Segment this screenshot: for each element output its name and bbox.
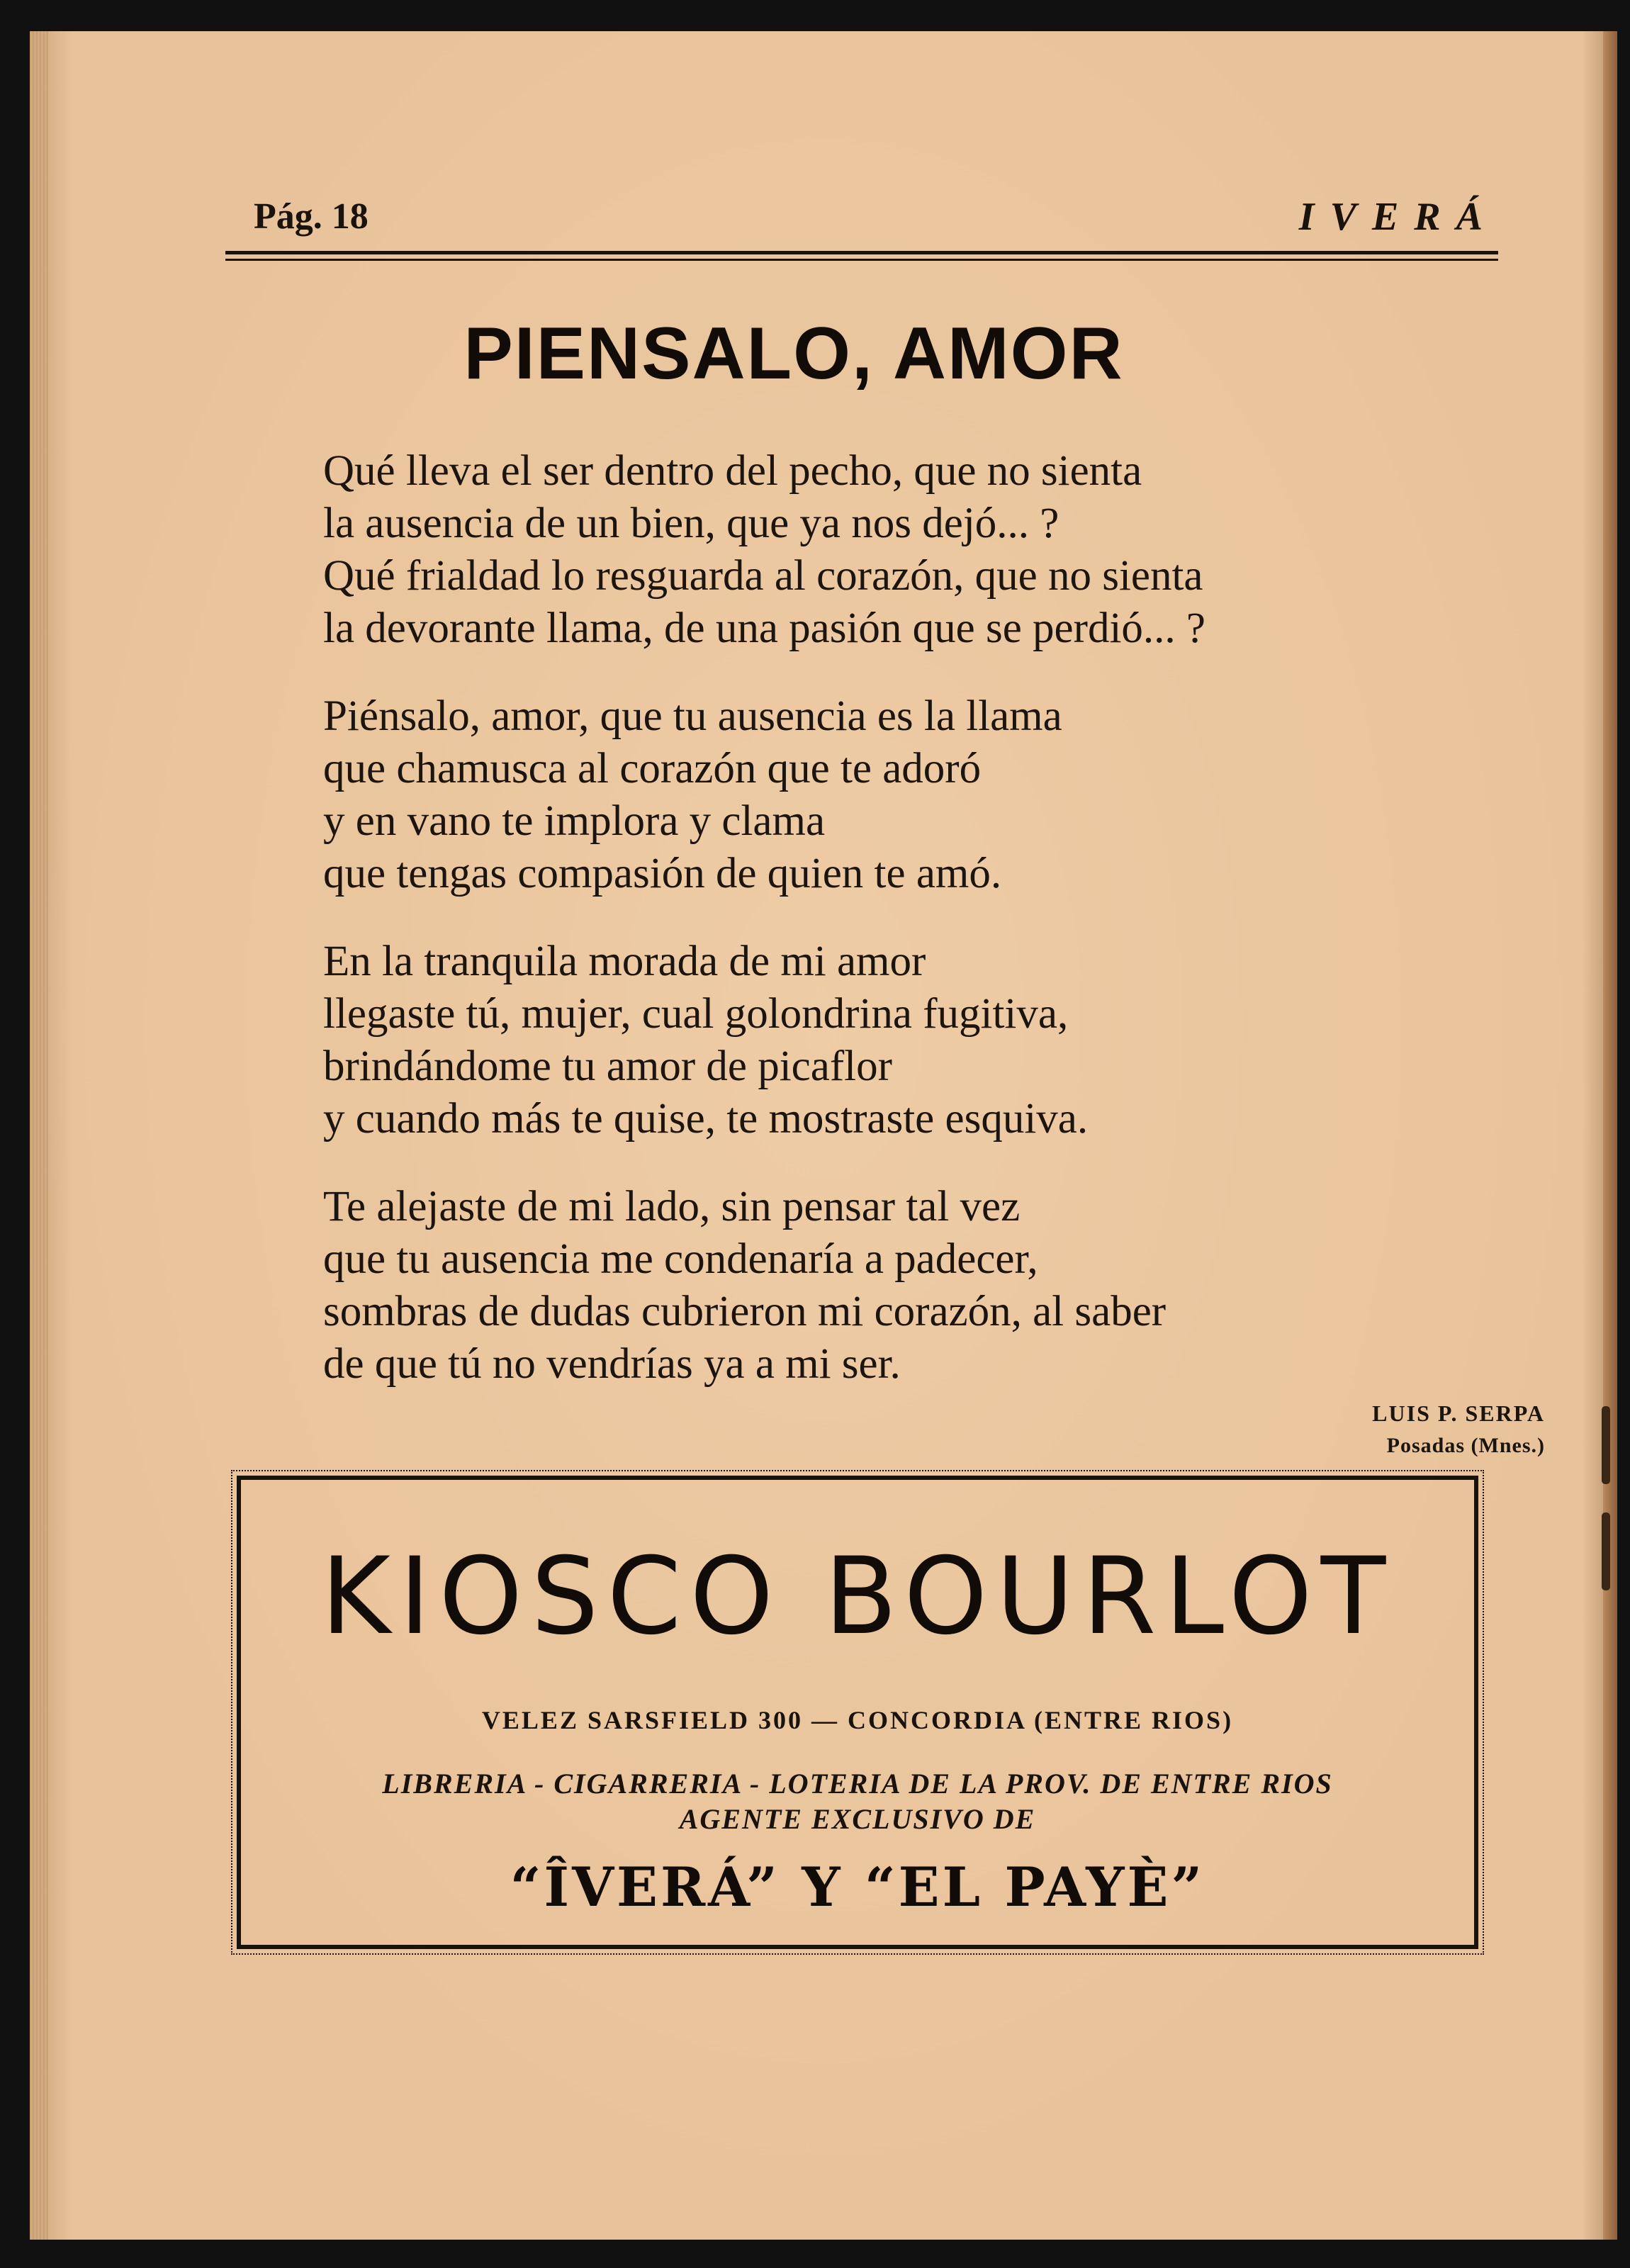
page-gutter-edge (1603, 31, 1617, 2240)
verse-line: Qué frialdad lo resguarda al corazón, que no sienta (323, 552, 1203, 600)
verse-line: de que tú no vendrías ya a mi ser. (323, 1340, 901, 1388)
stanza (323, 936, 1471, 1145)
binding-mark (1602, 1512, 1610, 1590)
author-name: LUIS P. SERPA (1372, 1400, 1545, 1426)
verse-line: sombras de dudas cubrieron mi corazón, al saber (323, 1288, 1167, 1335)
binding-mark (1602, 1406, 1610, 1484)
header-rule (225, 251, 1498, 261)
agent-line: AGENTE EXCLUSIVO DE (679, 1803, 1036, 1835)
verse-line: brindándome tu amor de picaflor (323, 1043, 892, 1090)
verse-line: que chamusca al corazón que te adoró (323, 745, 982, 792)
verse-line: llegaste tú, mujer, cual golondrina fugitiva, (323, 990, 1069, 1038)
verse-line: Piénsalo, amor, que tu ausencia es la llama (323, 692, 1062, 740)
page-number: Pág. 18 (254, 196, 369, 237)
poem-body (323, 445, 1471, 1426)
stanza (323, 445, 1471, 655)
verse-line: que tu ausencia me condenaría a padecer, (323, 1235, 1038, 1283)
poem-title: PIENSALO, AMOR (463, 313, 1124, 395)
stanza (323, 1181, 1471, 1391)
advertiser-address: VELEZ SARSFIELD 300 — CONCORDIA (ENTRE RIOS) (481, 1706, 1234, 1734)
verse-line: En la tranquila morada de mi amor (323, 938, 926, 985)
verse-line: que tengas compasión de quien te amó. (323, 850, 1002, 897)
verse-line: la devorante llama, de una pasión que se perdió... ? (323, 605, 1205, 652)
advertised-brands: “ÎVERÁ” Y “EL PAYÈ” (510, 1856, 1205, 1919)
author-place: Posadas (Mnes.) (1386, 1434, 1545, 1457)
advertiser-services (241, 1766, 1474, 1837)
verse-line: Te alejaste de mi lado, sin pensar tal vez (323, 1183, 1021, 1230)
advertisement-box (237, 1476, 1478, 1949)
running-head (223, 181, 1498, 252)
services-line: LIBRERIA - CIGARRERIA - LOTERIA DE LA PROV. DE ENTRE RIOS (382, 1768, 1333, 1800)
verse-line: Qué lleva el ser dentro del pecho, que no sienta (323, 447, 1142, 495)
verse-line: y cuando más te quise, te mostraste esquiva. (323, 1095, 1089, 1143)
verse-line: la ausencia de un bien, que ya nos dejó... ? (323, 500, 1060, 547)
verse-line: y en vano te implora y clama (323, 797, 826, 845)
poem-signature (1372, 1400, 1545, 1458)
stanza (323, 690, 1471, 900)
advertiser-name: KIOSCO BOURLOT (320, 1535, 1395, 1658)
journal-name: IVERÁ (1298, 195, 1498, 239)
